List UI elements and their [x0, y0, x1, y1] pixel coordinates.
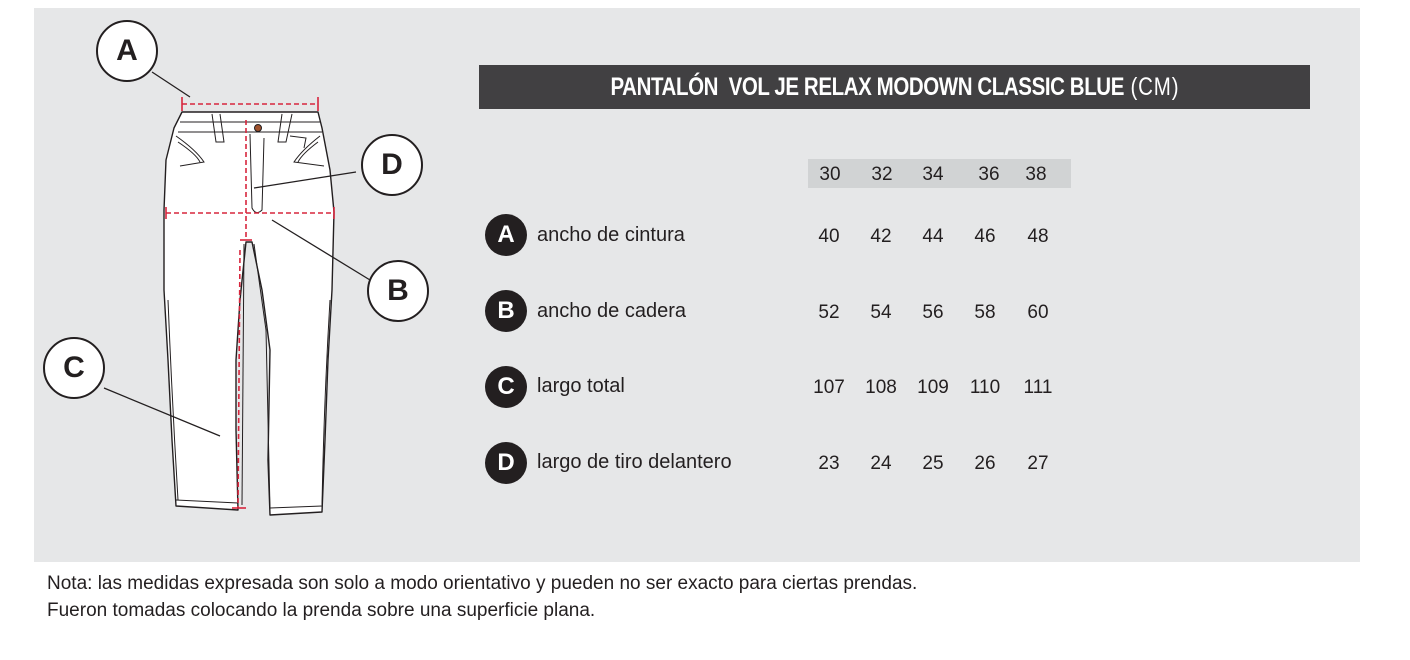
table-cell: 108: [865, 377, 897, 398]
table-cell: 54: [870, 302, 892, 323]
table-cell: 58: [974, 302, 996, 323]
row-label-total-length: largo total: [537, 375, 625, 397]
table-cell: 23: [818, 453, 840, 474]
chart-title: PANTALÓN VOL JE RELAX MODOWN CLASSIC BLUE: [610, 72, 1124, 101]
table-cell: 25: [922, 453, 944, 474]
table-cell: 60: [1027, 302, 1049, 323]
diagram-label-a: A: [116, 34, 138, 67]
row-badge-d: D: [485, 442, 527, 484]
table-cell: 107: [813, 377, 845, 398]
diagram-label-c: C: [63, 351, 85, 384]
chart-unit: (CM): [1130, 72, 1179, 101]
row-badge-c: C: [485, 366, 527, 408]
size-header-cell: 38: [1025, 164, 1047, 185]
size-header-cell: 30: [819, 164, 841, 185]
size-header-cell: 32: [871, 164, 893, 185]
table-cell: 40: [818, 226, 840, 247]
chart-title-bar: [479, 65, 1310, 109]
note-line-2: Fueron tomadas colocando la prenda sobre una superficie plana.: [47, 600, 596, 621]
diagram-label-b: B: [387, 274, 409, 307]
table-cell: 48: [1027, 226, 1049, 247]
table-cell: 110: [969, 377, 1001, 398]
table-cell: 26: [974, 453, 996, 474]
size-header-cell: 34: [922, 164, 944, 185]
table-cell: 24: [870, 453, 892, 474]
note-line-1: Nota: las medidas expresada son solo a modo orientativo y pueden no ser exacto para ciertas prendas.: [47, 573, 918, 594]
table-cell: 56: [922, 302, 944, 323]
table-cell: 46: [974, 226, 996, 247]
row-badge-b: B: [485, 290, 527, 332]
row-badge-a: A: [485, 214, 527, 256]
diagram-label-d: D: [381, 148, 403, 181]
table-cell: 27: [1027, 453, 1049, 474]
table-cell: 44: [922, 226, 944, 247]
row-label-front-rise: largo de tiro delantero: [537, 451, 732, 473]
pants-outline: [164, 112, 334, 515]
table-cell: 109: [917, 377, 949, 398]
table-cell: 52: [818, 302, 840, 323]
table-cell: 111: [1023, 377, 1053, 398]
size-header-cell: 36: [978, 164, 1000, 185]
row-label-waist: ancho de cintura: [537, 224, 685, 246]
row-label-hip: ancho de cadera: [537, 300, 687, 322]
table-cell: 42: [870, 226, 892, 247]
